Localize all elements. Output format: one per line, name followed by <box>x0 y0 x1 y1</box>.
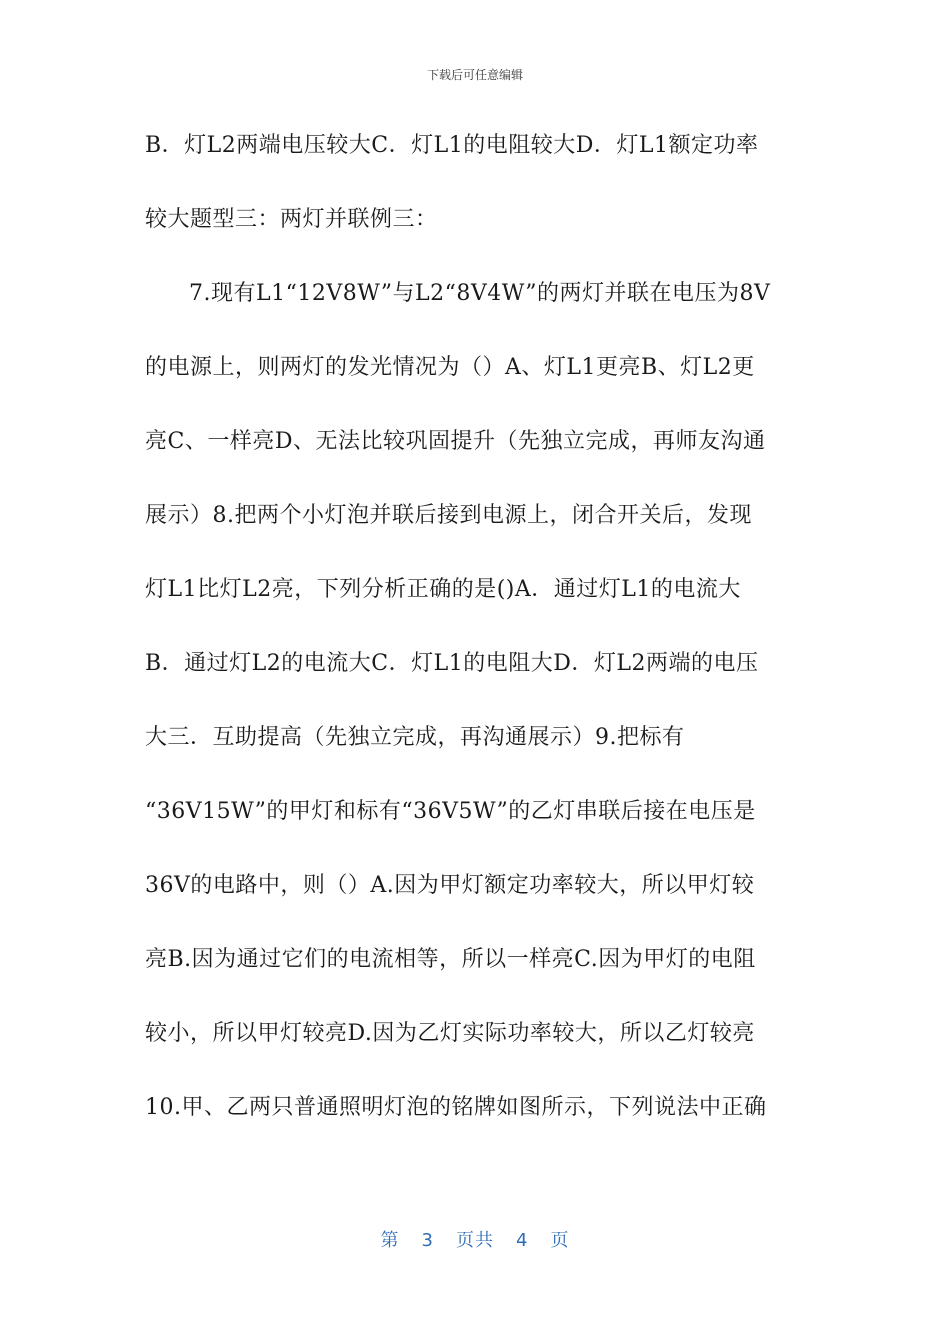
text-line: “36V15W”的甲灯和标有“36V5W”的乙灯串联后接在电压是 <box>145 799 756 824</box>
text-line: 亮B.因为通过它们的电流相等，所以一样亮C.因为甲灯的电阻 <box>145 947 756 972</box>
text-line: B．灯L2两端电压较大C．灯L1的电阻较大D．灯L1额定功率 <box>145 133 759 158</box>
text-line: B．通过灯L2的电流大C．灯L1的电阻大D．灯L2两端的电压 <box>145 651 759 676</box>
text-line: 大三．互助提高（先独立完成，再沟通展示）9.把标有 <box>145 725 685 750</box>
text-line: 较大题型三：两灯并联例三： <box>145 207 438 232</box>
text-line: 较小，所以甲灯较亮D.因为乙灯实际功率较大，所以乙灯较亮 <box>145 1021 755 1046</box>
text-line: 7.现有L1“12V8W”与L2“8V4W”的两灯并联在电压为8V <box>189 281 771 306</box>
document-body <box>145 122 810 1158</box>
text-line: 10.甲、乙两只普通照明灯泡的铭牌如图所示，下列说法中正确 <box>145 1095 767 1120</box>
text-line: 灯L1比灯L2亮，下列分析正确的是()A．通过灯L1的电流大 <box>145 577 741 602</box>
text-line: 展示）8.把两个小灯泡并联后接到电源上，闭合开关后，发现 <box>145 503 752 528</box>
page-label-middle: 页共 <box>456 1230 494 1251</box>
page-header: 下载后可任意编辑 <box>426 68 523 82</box>
text-line: 亮C、一样亮D、无法比较巩固提升（先独立完成，再师友沟通 <box>145 429 766 454</box>
page-label-suffix: 页 <box>550 1230 570 1251</box>
page-footer <box>0 1226 950 1252</box>
text-line: 36V的电路中，则（）A.因为甲灯额定功率较大，所以甲灯较 <box>145 873 755 898</box>
text-line: 的电源上，则两灯的发光情况为（）A、灯L1更亮B、灯L2更 <box>145 355 755 380</box>
total-pages-number: 4 <box>516 1230 529 1251</box>
page-label-prefix: 第 <box>380 1230 400 1251</box>
current-page-number: 3 <box>421 1230 434 1251</box>
